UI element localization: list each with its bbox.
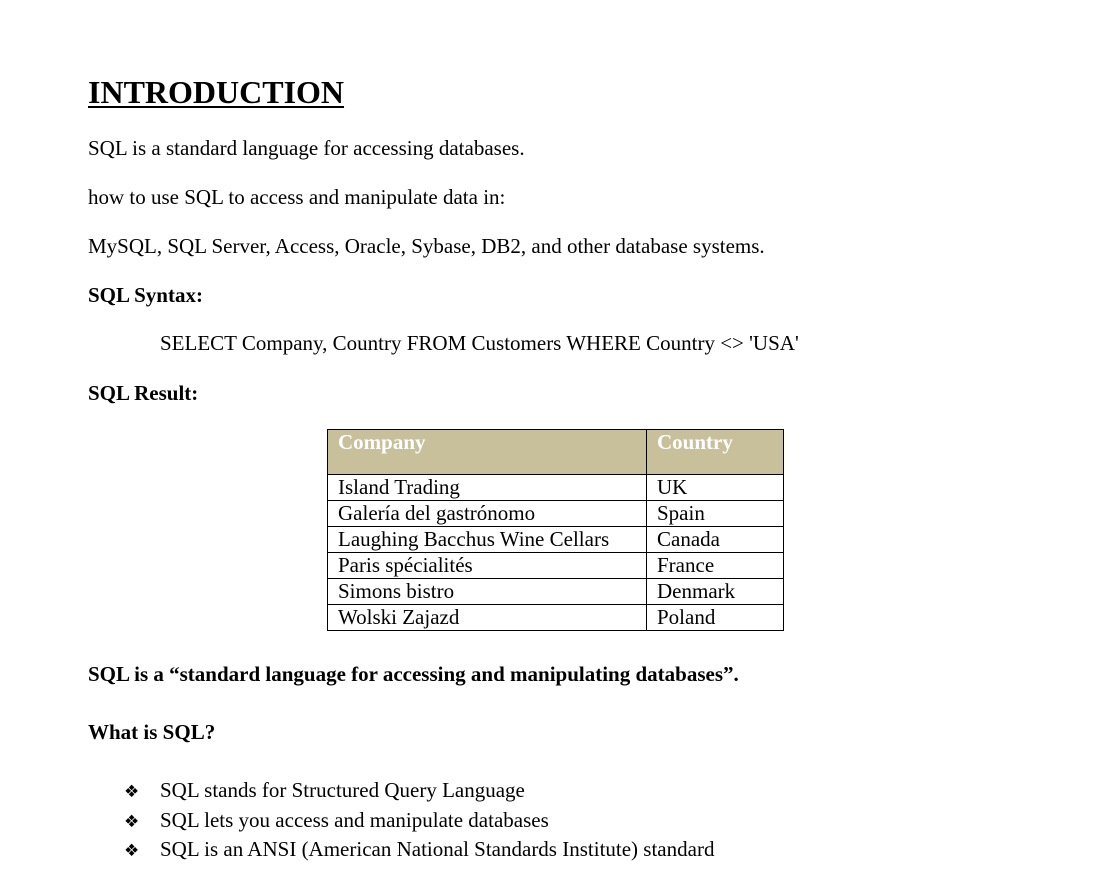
intro-paragraph-1: SQL is a standard language for accessing databases. <box>88 136 525 160</box>
cell-company: Galería del gastrónomo <box>328 501 647 527</box>
cell-country: Denmark <box>647 579 784 605</box>
table-row <box>328 605 784 631</box>
cell-country: Poland <box>647 605 784 631</box>
cell-country: Spain <box>647 501 784 527</box>
list-item <box>124 777 714 807</box>
table-header-row <box>328 430 784 475</box>
cell-country: UK <box>647 475 784 501</box>
cell-company: Laughing Bacchus Wine Cellars <box>328 527 647 553</box>
intro-paragraph-3: MySQL, SQL Server, Access, Oracle, Sybase, DB2, and other database systems. <box>88 234 765 258</box>
diamond-bullet-icon: ❖ <box>124 782 140 802</box>
list-item <box>124 807 714 837</box>
bullet-list <box>124 777 714 866</box>
list-item-text: SQL lets you access and manipulate databases <box>160 807 549 832</box>
table-row <box>328 579 784 605</box>
result-label: SQL Result: <box>88 381 199 405</box>
sql-statement: SELECT Company, Country FROM Customers WHERE Country <> 'USA' <box>160 331 799 355</box>
diamond-bullet-icon: ❖ <box>124 811 140 832</box>
column-header-country: Country <box>647 430 784 475</box>
list-item <box>124 836 714 866</box>
syntax-label: SQL Syntax: <box>88 283 203 307</box>
list-item-text: SQL is an ANSI (American National Standards Institute) standard <box>160 837 715 861</box>
table-row <box>328 501 784 527</box>
definition-statement: SQL is a “standard language for accessing and manipulating databases”. <box>88 662 739 686</box>
list-item-text: SQL stands for Structured Query Language <box>160 778 525 802</box>
cell-country: France <box>647 553 784 579</box>
diamond-bullet-icon: ❖ <box>124 841 140 861</box>
cell-country: Canada <box>647 527 784 553</box>
cell-company: Wolski Zajazd <box>328 605 647 631</box>
cell-company: Paris spécialités <box>328 553 647 579</box>
cell-company: Simons bistro <box>328 579 647 605</box>
column-header-company: Company <box>328 430 647 475</box>
table-row <box>328 553 784 579</box>
intro-paragraph-2: how to use SQL to access and manipulate data in: <box>88 185 506 209</box>
section-title-what-is-sql: What is SQL? <box>88 720 216 744</box>
page-title: INTRODUCTION <box>88 74 345 110</box>
result-table <box>327 429 784 631</box>
table-row <box>328 527 784 553</box>
table-row <box>328 475 784 501</box>
cell-company: Island Trading <box>328 475 647 501</box>
